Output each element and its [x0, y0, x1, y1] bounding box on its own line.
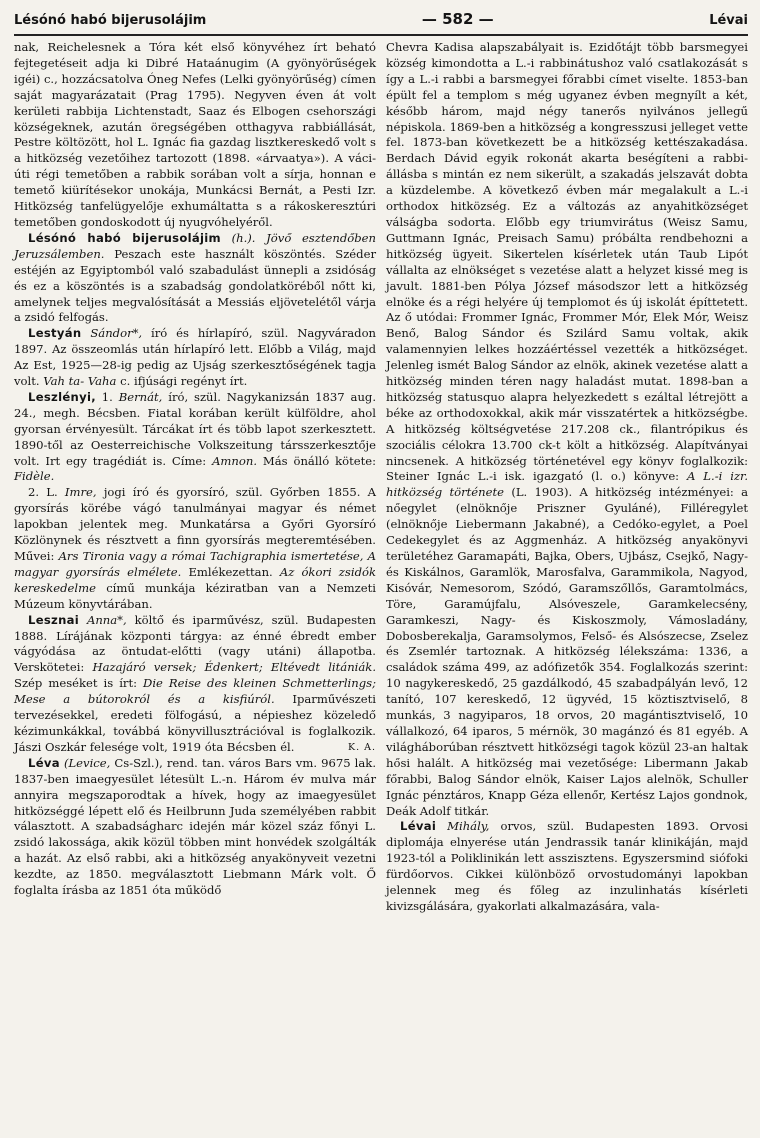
entry-work-title: Ars Tironia vagy a római Tachigraphia ismertetése, A magyar gyorsírás elmélete.	[14, 549, 376, 579]
entry-subtitle: (h.). Jövő esztendőben Jeruzsálemben.	[14, 230, 376, 261]
entry-text: költő és iparművész, szül. Budapesten 1888. Lírájának központi tárgya: az énné ébredt ember vágyódása az öntudat-előtti (vagy utáni) állapotba. Verskötetei:	[14, 612, 377, 675]
entry-forename: Imre,	[64, 485, 97, 500]
entry-work-title: Hazajáró versek; Édenkert; Eltévedt litániák.	[92, 660, 377, 675]
entry-text: orvos, szül. Budapesten 1893. Orvosi diplomája elnyerése után Jendrassik tanár klinikáján, majd 1923-tól a Poliklinikán lett asszisztens. Egyszersmind siófoki fürdőorvos. Cikkei különböző orvostudományi lapokban jelennek meg és főleg az inzulinhatás kísérleti kivizsgálására, gyakorlati alkalmazására, vala-	[386, 819, 749, 913]
page-number: — 582 —	[421, 10, 494, 28]
author-signature: K. A.	[347, 741, 376, 753]
entry-text: író, szül. Nagykanizsán 1837 aug. 24., megh. Bécsben. Fiatal korában került külföldre, ahol gyorsan érvényesült. Tárcákat írt és több lapot szerkesztett. 1890-től az Oesterreichische Volkszeitung társszerkesztője volt. Irt egy tragédiát is. Címe:	[14, 389, 377, 468]
entry-work-title: Amnon.	[212, 453, 258, 468]
two-column-body	[14, 40, 748, 915]
entry-lestyan	[14, 326, 376, 390]
entry-text-mid: Szép meséket is írt:	[14, 676, 138, 691]
entry-work-title: Vah ta- Vaha	[43, 374, 117, 389]
header-right-title: Lévai	[709, 13, 748, 28]
entry-headword: Lestyán	[28, 326, 82, 341]
entry-text-tail: (L. 1903). A hitközség intézményei: a nőegylet (elnöknője Priszner Gyuláné), Filléregylet (elnöknője Liebermann Jakabné), a Cedóko-egylet, a Poel Cedekegylet és az Aggmenház. A hitközség anyakönyvi területéhez Garamapáti, Bajka, Obers, Ujbász, Csejkő, Nagy- és Kiskálnos, Garamlök, Marosfalva, Garammikola, Nagyod, Kisóvár, Nemesorom, Szódó, Garamszőllős, Garamtolmács, Töre, Garamújfalu, Alsóveszele, Garamkelecsény, Garamkeszi, Nagy- és Kiskoszmoly, Vámosladány, Dobosberekalja, Garamsolymos, Felső- és Alsószecse, Zselez és Zsemlér tartoznak. A hitközség lélekszáma: 1336, a családok száma 499, az adófizetők 354. Foglalkozás szerint: 10 nagykereskedő, 25 gazdálkodó, 45 szabadpályán levő, 12 tanító, 107 kereskedő, 12 ügyvéd, 15 köztisztviselő, 8 munkás, 3 nagyiparos, 18 orvos, 20 magántisztviselő, 10 vállalkozó, 64 iparos, 5 mérnök, 30 magánzó és 81 egyéb. A világháborúban résztvett hitközségi tagok közül 23-an haltak hősi halált. A hitközség mai vezetősége: Libermann Jakab főrabbi, Balog Sándor elnök, Kaiser Lajos alelnök, Schuller Ignác pénztáros, Knapp Géza ellenőr, Kertész Lajos gondnok, Deák Adolf titkár.	[386, 485, 749, 818]
entry-headword: Lesznai	[28, 612, 80, 627]
entry-headword: Lévai	[400, 819, 437, 834]
entry-number: 1.	[101, 389, 113, 404]
entry-text: Chevra Kadisa alapszabályait is. Ezidőtájt több barsmegyei község kimondotta a L.-i rabbinátushoz való csatlakozását s így a L.-i rabbi a barsmegyei főrabbi címet viselte. 1853-ban épült fel a templom s még ugyanez évben megnyílt a két, később három, majd négy tanerős nyilvános jellegű népiskola. 1869-ben a hitközség a kongresszusi jelleget vette fel. 1873-ban következett be a hitközség kettészakadása. Berdach Dávid egyik rokonát akarta beségíteni a rabbi-állásba s mintán ez nem sikerült, a szakadás jelszavát dobta a küzdelembe. A következő évben már megalakult a L.-i orthodox hitközség. Ez a változás az anyahitközséget válságba sodorta. Előbb egy triumvirátus (Weisz Samu, Guttmann Ignác, Preisach Samu) próbálta rendbehozni a hitközség ügyeit. Sikertelen kísérletek után Taub Lipót vállalta az elnökséget s vezetése alatt a helyzet kissé meg is javult. 1881-ben Pólya József másodszor lett a hitközség elnöke és a régi helyére új templomot és új iskolát építtetett. Az ő utódai: Frommer Ignác, Frommer Mór, Elek Mór, Weisz Benő, Balog Sándor és Szilárd Samu voltak, akik valamennyien lelkes hozzáértéssel vezették a hitközséget. Jelenleg ismét Balog Sándor az elnök, akinek vezetése alatt a hitközség minden téren nagy haladást mutat. 1898-ban a hitközség statusquo alapra helyezkedett s ezáltal létrejött a béke az orthodoxokkal, akik már visszatértek a hitközségbe. A hitközség költségvetése 217.208 ck., filantrópikus és szociális célokra 13.700 ck-t költ a hitközség. Alapítványai nincsenek. A hitközség történetével egy könyv foglalkozik: Steiner Ignác L.-i isk. igazgató (l. o.) könyve:	[386, 40, 748, 484]
entry-forename: Bernát,	[118, 389, 163, 404]
entry-forename: Sándor*,	[90, 326, 143, 341]
entry-work-title: Die Reise des kleinen Schmetterlings; Mese a bútorokról és a kisfiúról.	[14, 676, 377, 707]
entry-alt-name: (Levice,	[63, 755, 111, 770]
entry-text-mid: Emlékezettan.	[188, 564, 273, 579]
entry-leszlenyi-2	[14, 485, 376, 612]
entry-work-title: Az ókori zsidók kereskedelme	[14, 564, 376, 595]
entry-text-tail: Iparművészeti tervezésekkel, eredeti fölfogású, a népieshez közeledő kézimunkákkal, továbbá könyvillusztrációval is foglalkozik. Jászi Oszkár felesége volt, 1919 óta Bécsben él.	[14, 692, 376, 754]
entry-work-title: A L.-i izr. hitközség története	[386, 469, 749, 500]
header-left-title: Lésónó habó bijerusolájim	[14, 13, 207, 28]
entry-headword: Lésónó habó bijerusolájim	[28, 230, 221, 245]
entry-headword: Leszlényi,	[28, 389, 96, 404]
entry-work-title: Fidèle.	[14, 469, 55, 484]
entry-text-mid: Más önálló kötete:	[262, 453, 377, 468]
entry-text: jogi író és gyorsíró, szül. Győrben 1855. A gyorsírás körébe vágó tanulmányai magyar és német lapokban jelentek meg. Munkatársa a Győri Gyorsíró Közlönynek és résztvett a finn gyorsírás megteremtésében. Művei:	[14, 485, 377, 563]
entry-leshono-habo	[14, 231, 376, 326]
entry-text-tail: c. ifjúsági regényt írt.	[120, 374, 248, 389]
entry-text: író és hírlapíró, szül. Nagyváradon 1897. Az összeomlás után hírlapíró lett. Előbb a Világ, majd Az Est, 1925—28-ig pedig az Ujság szerkesztőségének tagja volt.	[14, 326, 377, 389]
running-header	[14, 10, 748, 36]
entry-headword: Léva	[28, 755, 60, 770]
entry-text: Cs-Szl.), rend. tan. város Bars vm. 9675 lak. 1837-ben imaegyesület létesült L.-n. Három év mulva már annyira megszaporodtak a hívek, hogy az imaegyesület hitközséggé lépett elő és Heilbrunn Juda személyében rabbit választott. A szabadságharc idején már közel száz főnyi L. zsidó lakossága, akik közül többen mint honvédek szolgálták a hazát. Az első rabbi, aki a hitközség anyakönyveit vezetni kezdte, az 1850. megválasztott Liebmann Márk volt. Ő foglalta írásba az 1851 óta működő	[14, 755, 377, 898]
entry-leszlenyi-1	[14, 390, 376, 485]
entry-number: 2. L.	[28, 485, 58, 500]
continued-paragraph: nak, Reichelesnek a Tóra két első könyvéhez írt beható fejtegetéseit adja ki Dibré Hataánugim (A gyönyörűségek igéi) c., hozzácsatolva Óneg Nefes (Lelki gyönyörűség) címen saját magyarázatait (Prag 1795). Negyven éven át volt kerületi rabbija Lichtenstadt, Saaz és Elbogen csehországi községeknek, azután öregségében otthagyva rabbiállását, Pestre költözött, hol L. Ignác fia gazdag lisztkereskedő volt s a hitközség vezetőihez tartozott (1898. «árvaatya»). A váci-úti régi temetőben a rabbik sorában volt a sírja, honnan e temető kiürítésekor unokája, Munkácsi Bernát, a Pesti Izr. Hitközség tanfelügyelője exhumáltatta s a rákoskeresztúri temetőben gondoskodott új nyugvóhelyéről.	[14, 40, 376, 229]
left-column	[14, 40, 376, 915]
entry-forename: Anna*,	[86, 612, 127, 627]
entry-leva	[14, 756, 376, 899]
entry-levai	[386, 819, 748, 914]
continued-paragraph	[386, 40, 748, 819]
entry-lesznai	[14, 613, 376, 756]
entry-text-tail: című munkája kéziratban van a Nemzeti Múzeum könyvtárában.	[14, 580, 376, 611]
entry-forename: Mihály,	[447, 819, 490, 834]
right-column	[386, 40, 748, 915]
entry-text: Peszach este használt köszöntés. Széder estéjén az Egyiptomból való szabadulást ünnepli a zsidóság és ez a köszöntés is a szabadság gondolatköréből nőtt ki, amelynek teljes megvalósítását a Messiás eljövetelétől várja a zsidó felfogás.	[14, 246, 376, 325]
